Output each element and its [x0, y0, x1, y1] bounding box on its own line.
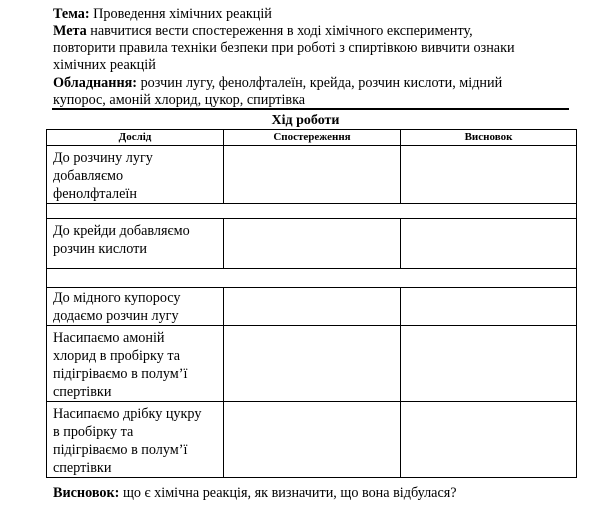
equipment-label: Обладнання:: [53, 75, 138, 91]
equipment-line-1: [53, 75, 502, 92]
table-row: [47, 219, 577, 269]
column-header-observation: Спостереження: [224, 130, 401, 146]
header-divider: [52, 108, 569, 110]
table-row: [47, 288, 577, 326]
experiment-table: [46, 129, 577, 478]
experiment-cell: [47, 402, 224, 478]
conclusion-cell[interactable]: [401, 146, 577, 204]
spacer-row: [47, 269, 577, 288]
conclusion-cell[interactable]: [401, 219, 577, 269]
conclusion-text: [401, 146, 576, 149]
conclusion-text: [401, 326, 576, 329]
conclusion-cell[interactable]: [401, 402, 577, 478]
observation-cell[interactable]: [224, 402, 401, 478]
equipment-text-1: розчин лугу, фенолфталеїн, крейда, розчин кислоти, мідний: [137, 75, 503, 91]
table-row: [47, 326, 577, 402]
observation-cell[interactable]: [224, 146, 401, 204]
conclusion-cell[interactable]: [401, 326, 577, 402]
observation-cell[interactable]: [224, 326, 401, 402]
observation-text: [224, 219, 400, 222]
column-header-experiment: Дослід: [47, 130, 224, 146]
observation-cell[interactable]: [224, 219, 401, 269]
goal-text-1: навчитися вести спостереження в ході хімічного експерименту,: [86, 23, 473, 39]
table-title: Хід роботи: [271, 113, 340, 128]
experiment-cell: [47, 146, 224, 204]
experiment-cell: [47, 219, 224, 269]
equipment-line-2: купорос, амоній хлорид, цукор, спиртівка: [53, 92, 306, 108]
conclusion-text: [401, 219, 576, 222]
table-header-row: [47, 130, 577, 146]
spacer-row: [47, 204, 577, 219]
conclusion-text: [401, 402, 576, 405]
goal-line-2: повторити правила техніки безпеки при роботі з спиртівкою вивчити ознаки: [53, 40, 515, 56]
column-header-conclusion: Висновок: [401, 130, 577, 146]
observation-cell[interactable]: [224, 288, 401, 326]
topic-text: Проведення хімічних реакцій: [89, 6, 272, 22]
experiment-text: Насипаємо амоній хлорид в пробірку та підігріваємо в полум’ї спертівки: [53, 330, 188, 400]
observation-text: [224, 402, 400, 405]
goal-line-1: [53, 23, 473, 40]
observation-text: [224, 146, 400, 149]
spacer-cell: [47, 269, 577, 288]
topic-label: Тема:: [53, 6, 90, 22]
conclusion-question: [53, 485, 457, 502]
experiment-text: До крейди добавляємо розчин кислоти: [53, 223, 190, 257]
conclusion-label: Висновок:: [53, 485, 120, 501]
experiment-cell: [47, 326, 224, 402]
experiment-text: До мідного купоросу додаємо розчин лугу: [53, 290, 181, 324]
table-row: [47, 146, 577, 204]
conclusion-cell[interactable]: [401, 288, 577, 326]
observation-text: [224, 326, 400, 329]
table-row: [47, 402, 577, 478]
experiment-cell: [47, 288, 224, 326]
topic-line: [53, 6, 272, 23]
goal-line-3: хімічних реакцій: [53, 57, 156, 73]
spacer-cell: [47, 204, 577, 219]
observation-text: [224, 288, 400, 289]
conclusion-question-text: що є хімічна реакція, як визначити, що вона відбулася?: [119, 485, 457, 501]
experiment-text: До розчину лугу добавляємо фенолфталеїн: [53, 150, 153, 202]
conclusion-text: [401, 288, 576, 289]
goal-label: Мета: [53, 23, 87, 39]
experiment-text: Насипаємо дрібку цукру в пробірку та підігріваємо в полум’ї спертівки: [53, 406, 202, 476]
